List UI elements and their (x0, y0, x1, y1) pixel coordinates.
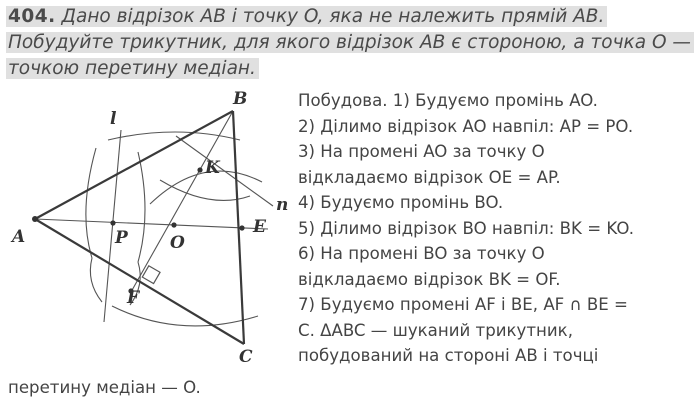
line-l (104, 130, 121, 322)
problem-line-1 (6, 4, 692, 30)
solution-tail: перетину медіан — O. (8, 378, 201, 397)
solution-text (298, 88, 693, 369)
construction-figure (0, 86, 298, 376)
side-ac (35, 219, 244, 344)
arc-left-upper (86, 148, 96, 258)
label-p: P (115, 228, 128, 248)
problem-line-3 (6, 56, 692, 82)
label-c: C (239, 347, 253, 367)
label-k: K (205, 158, 220, 178)
solution-line: відкладаємо відрізок OE = AP. (298, 167, 561, 187)
point-o (171, 222, 176, 227)
solution-line: 5) Ділимо відрізок BO навпіл: BK = KO. (298, 218, 635, 238)
problem-text-3: точкою перетину медіан. (6, 58, 259, 79)
solution-line: відкладаємо відрізок BK = OF. (298, 269, 561, 289)
label-n: n (276, 195, 289, 215)
problem-text-1: Дано відрізок AB і точку O, яка не належить прямій AB. (61, 6, 605, 27)
problem-statement (6, 4, 692, 82)
point-a (32, 216, 38, 222)
problem-text-2: Побудуйте трикутник, для якого відрізок AB є стороною, а точка O — (6, 32, 694, 53)
point-k (197, 167, 202, 172)
solution-line: C. ΔABC — шуканий трикутник, (298, 320, 573, 340)
solution-line: 2) Ділимо відрізок AO навпіл: AP = PO. (298, 116, 634, 136)
side-ab (35, 111, 233, 219)
label-o: O (170, 233, 185, 253)
solution-line: Побудова. 1) Будуємо промінь AO. (298, 91, 598, 110)
problem-line-2 (6, 30, 692, 56)
line-n (176, 136, 273, 206)
point-e (239, 225, 244, 230)
label-a: A (12, 227, 26, 247)
solution-line: 3) На промені AO за точку O (298, 142, 545, 161)
solution-line: 4) Будуємо промінь BO. (298, 193, 504, 212)
solution-line: 6) На промені BO за точку O (298, 244, 545, 263)
point-p (110, 220, 115, 225)
solution-line: 7) Будуємо промені AF і BE, AF ∩ BE = (298, 295, 628, 314)
label-b: B (233, 89, 248, 109)
right-angle-mark (142, 266, 160, 284)
problem-number: 404. (8, 6, 56, 27)
label-f: F (127, 288, 140, 308)
ray-ao (35, 219, 268, 229)
arc-left-lower (90, 258, 102, 302)
solution-line: побудований на стороні AB і точці (298, 346, 599, 365)
arc-right-upper (138, 152, 145, 262)
label-e: E (253, 217, 266, 237)
label-l: l (110, 109, 117, 129)
